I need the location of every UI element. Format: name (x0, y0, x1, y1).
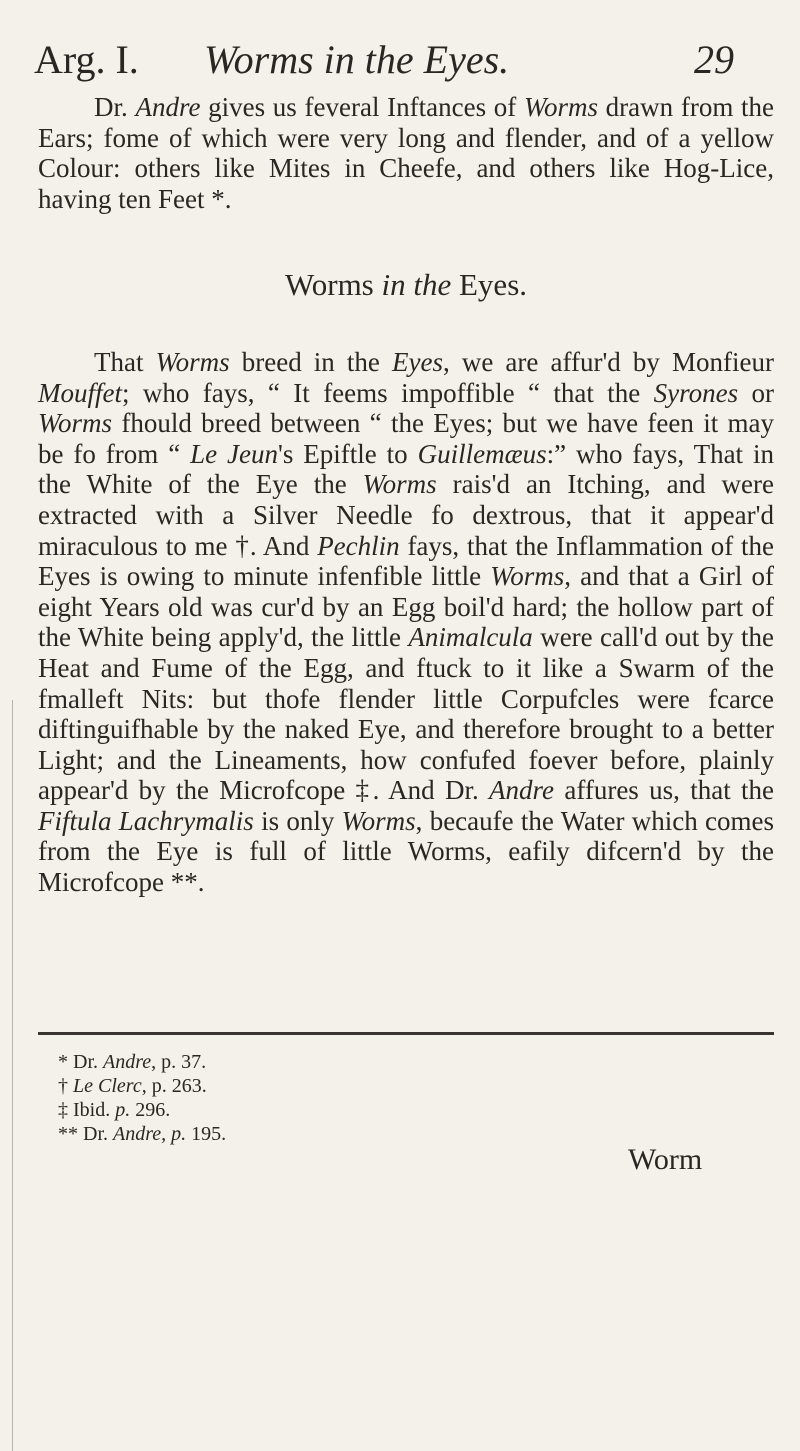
catchword: Worm (628, 1143, 703, 1176)
footnote-item: ‡ Ibid. p. 296. (58, 1099, 171, 1121)
footnote-item: ** Dr. Andre, p. 195. (58, 1123, 227, 1145)
page-number: 29 (694, 37, 734, 82)
section-heading: Worms in the Eyes. (284, 267, 528, 303)
body-text (38, 92, 774, 898)
footnote-item: * Dr. Andre, p. 37. (58, 1051, 207, 1073)
footnotes (58, 1050, 458, 1146)
footnote-item: † Le Clerc, p. 263. (58, 1075, 207, 1097)
intro-paragraph: Dr. Andre gives us feveral Inftances of Worms drawn from the Ears; fome of which were very long and flender, and of a yellow Colour: others like Mites in Cheefe, and others like Hog-Lice, having ten Feet *. (38, 92, 774, 214)
footnote-divider (38, 1032, 774, 1035)
header-title: Worms in the Eyes. (204, 37, 510, 82)
footnote-mark: *. (211, 183, 232, 214)
main-paragraph: That Worms breed in the Eyes, we are affur'd by Monfieur Mouffet; who fays, “ It feems impoffible “ that the Syrones or Worms fhould breed between “ the Eyes; but we have feen it may be fo from “ Le Jeun's Epiftle to Guillemæus:” who fays, That in the White of the Eye the Worms rais'd an Itching, and were extracted with a Silver Needle fo dextrous, that it appear'd miraculous to me †. And Pechlin fays, that the Inflammation of the Eyes is owing to minute infenfible little Worms, and that a Girl of eight Years old was cur'd by an Egg boil'd hard; the hollow part of the White being apply'd, the little Animalcula were call'd out by the Heat and Fume of the Egg, and ftuck to it like a Swarm of the fmalleft Nits: but thofe flender little Corpufcles were fcarce diftinguifhable by the naked Eye, and therefore brought to a better Light; and the Lineaments, how confufed foever before, plainly appear'd by the Microfcope ‡. And Dr. Andre affures us, that the Fiftula Lachrymalis is only Worms, becaufe the Water which comes from the Eye is full of little Worms, eafily difcern'd by the Microfcope **. (38, 346, 775, 898)
header-argument: Arg. I. (34, 37, 139, 82)
running-header (34, 36, 734, 86)
binding-edge (12, 700, 13, 1451)
